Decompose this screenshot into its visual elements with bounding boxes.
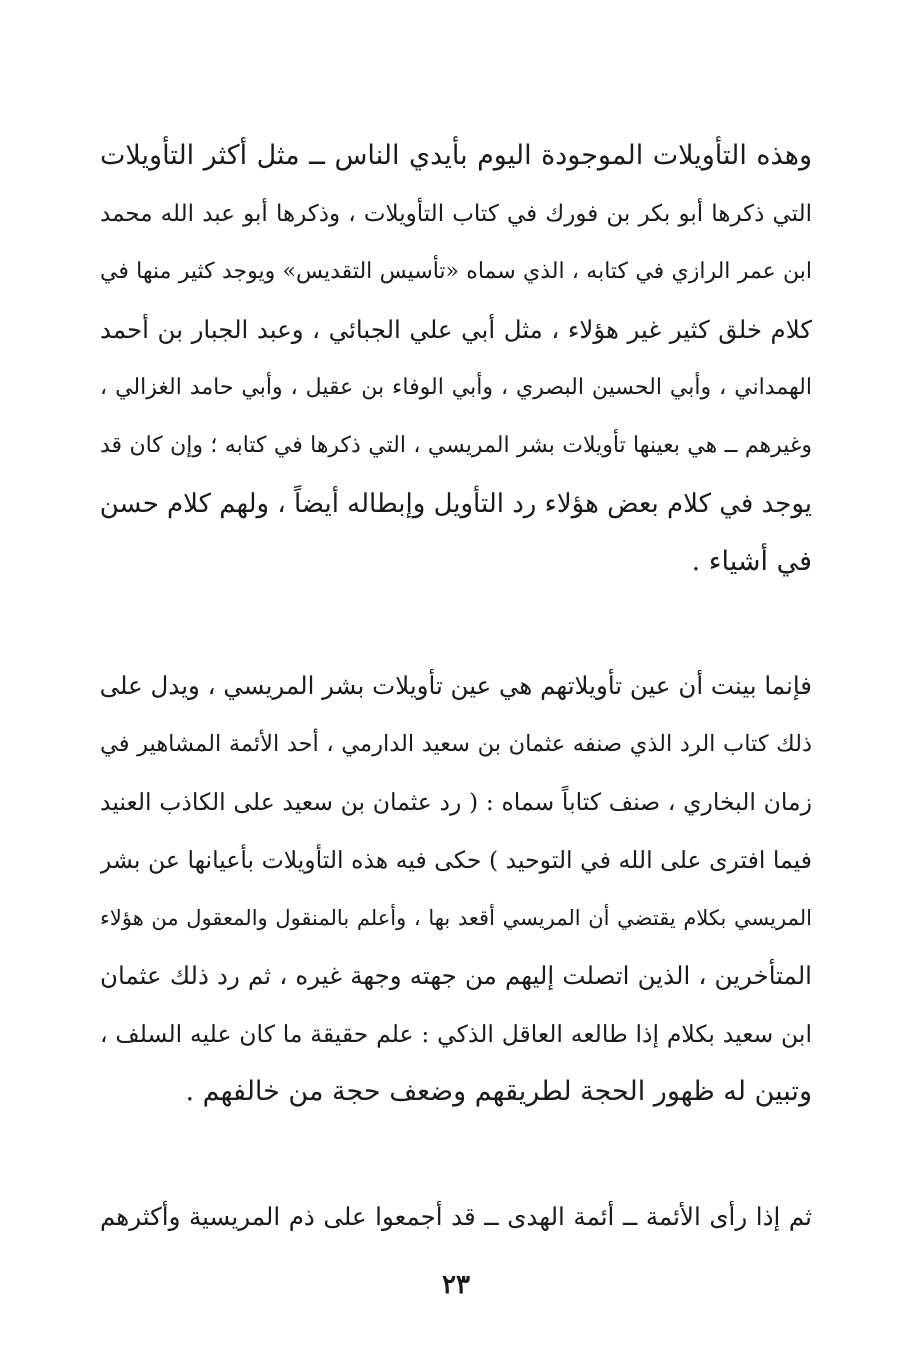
paragraph-line: فيما افترى على الله في التوحيد ) حكى فيه هذه التأويلات بأعيانها عن بشر (100, 846, 812, 874)
paragraph-line: ابن سعيد بكلام إذا طالعه العاقل الذكي : علم حقيقة ما كان عليه السلف ، (100, 1020, 812, 1048)
paragraph-line: ابن عمر الرازي في كتابه ، الذي سماه «تأسيس التقديس» ويوجد كثير منها في (100, 259, 812, 284)
paragraph-line: وهذه التأويلات الموجودة اليوم بأيدي الناس ــ مثل أكثر التأويلات (100, 140, 812, 171)
paragraph-line: ثم إذا رأى الأئمة ــ أئمة الهدى ــ قد أجمعوا على ذم المريسية وأكثرهم (100, 1202, 812, 1231)
paragraph-line: يوجد في كلام بعض هؤلاء رد التأويل وإبطاله أيضاً ، ولهم كلام حسن (100, 489, 812, 519)
paragraph-3 (100, 1188, 812, 1246)
paragraph-line: وغيرهم ــ هي بعينها تأويلات بشر المريسي ، التي ذكرها في كتابه ؛ وإن كان قد (100, 433, 812, 458)
page-number: ٢٣ (442, 1270, 470, 1300)
paragraph-line: زمان البخاري ، صنف كتاباً سماه : ( رد عثمان بن سعيد على الكاذب العنيد (100, 788, 812, 816)
paragraph-line: ذلك كتاب الرد الذي صنفه عثمان بن سعيد الدارمي ، أحد الأئمة المشاهير في (100, 731, 812, 757)
paragraph-line: المريسي بكلام يقتضي أن المريسي أقعد بها ، وأعلم بالمنقول والمعقول من هؤلاء (100, 906, 812, 930)
paragraph-line: الهمداني ، وأبي الحسين البصري ، وأبي الوفاء بن عقيل ، وأبي حامد الغزالي ، (100, 375, 812, 400)
paragraph-line: المتأخرين ، الذين اتصلت إليهم من جهته وجهة غيره ، ثم رد ذلك عثمان (100, 961, 812, 990)
paragraph-2 (100, 657, 812, 1121)
paragraph-1 (100, 127, 812, 591)
paragraph-line: فإنما بينت أن عين تأويلاتهم هي عين تأويلات بشر المريسي ، ويدل على (100, 671, 812, 700)
paragraph-line: في أشياء . (691, 546, 812, 577)
paragraph-line: وتبين له ظهور الحجة لطريقهم وضعف حجة من خالفهم . (185, 1076, 812, 1107)
paragraph-line: التي ذكرها أبو بكر بن فورك في كتاب التأويلات ، وذكرها أبو عبد الله محمد (100, 201, 812, 227)
paragraph-line: كلام خلق كثير غير هؤلاء ، مثل أبي علي الجبائي ، وعبد الجبار بن أحمد (100, 315, 812, 344)
